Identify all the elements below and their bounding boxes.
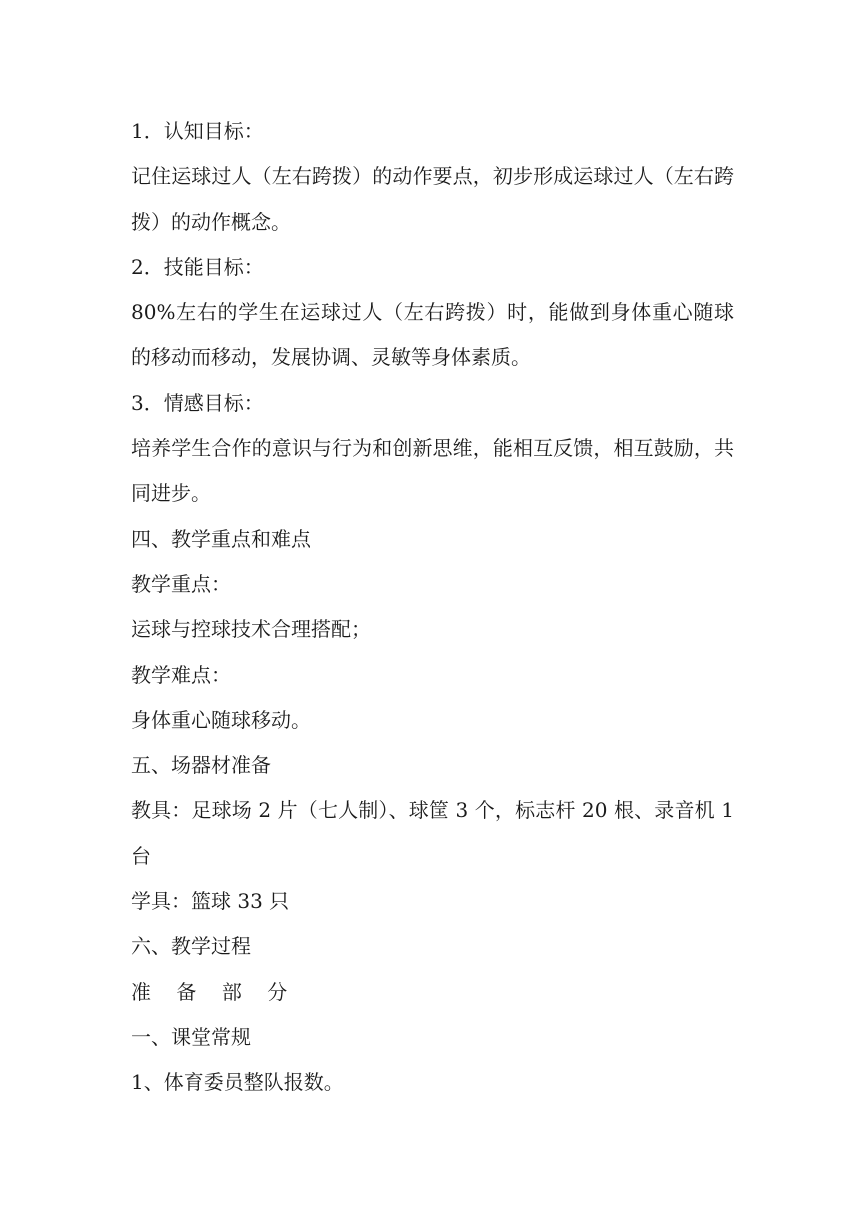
paragraph-teacher-equipment: 教具：足球场 2 片（七人制）、球筐 3 个，标志杆 20 根、录音机 1 台: [131, 798, 734, 868]
label-teaching-focus: 教学重点：: [131, 571, 231, 596]
document-body: [131, 109, 734, 1106]
section-heading-key-points: 四、教学重点和难点: [131, 526, 311, 551]
text-teaching-difficulty: 身体重心随球移动。: [131, 707, 311, 732]
heading-class-routine: 一、课堂常规: [131, 1024, 251, 1049]
paragraph-emotional-goal: 培养学生合作的意识与行为和创新思维，能相互反馈，相互鼓励，共同进步。: [131, 436, 734, 506]
heading-skill-goal: 2．技能目标：: [131, 254, 264, 279]
text-teaching-focus: 运球与控球技术合理搭配；: [131, 617, 371, 642]
label-teaching-difficulty: 教学难点：: [131, 662, 231, 687]
paragraph-cognitive-goal: 记住运球过人（左右跨拨）的动作要点，初步形成运球过人（左右跨拨）的动作概念。: [131, 164, 734, 234]
paragraph-skill-goal: 80%左右的学生在运球过人（左右跨拨）时，能做到身体重心随球的移动而移动，发展协调、灵敏等身体素质。: [131, 300, 734, 370]
paragraph-student-equipment: 学具：篮球 33 只: [131, 889, 290, 914]
section-heading-teaching-process: 六、教学过程: [131, 934, 251, 959]
heading-cognitive-goal: 1．认知目标：: [131, 119, 264, 143]
subheading-preparation-part: 准 备 部 分: [131, 979, 288, 1004]
text-routine-step-1: 1、体育委员整队报数。: [131, 1070, 344, 1095]
heading-emotional-goal: 3．情感目标：: [131, 390, 264, 415]
section-heading-equipment: 五、场器材准备: [131, 753, 271, 778]
